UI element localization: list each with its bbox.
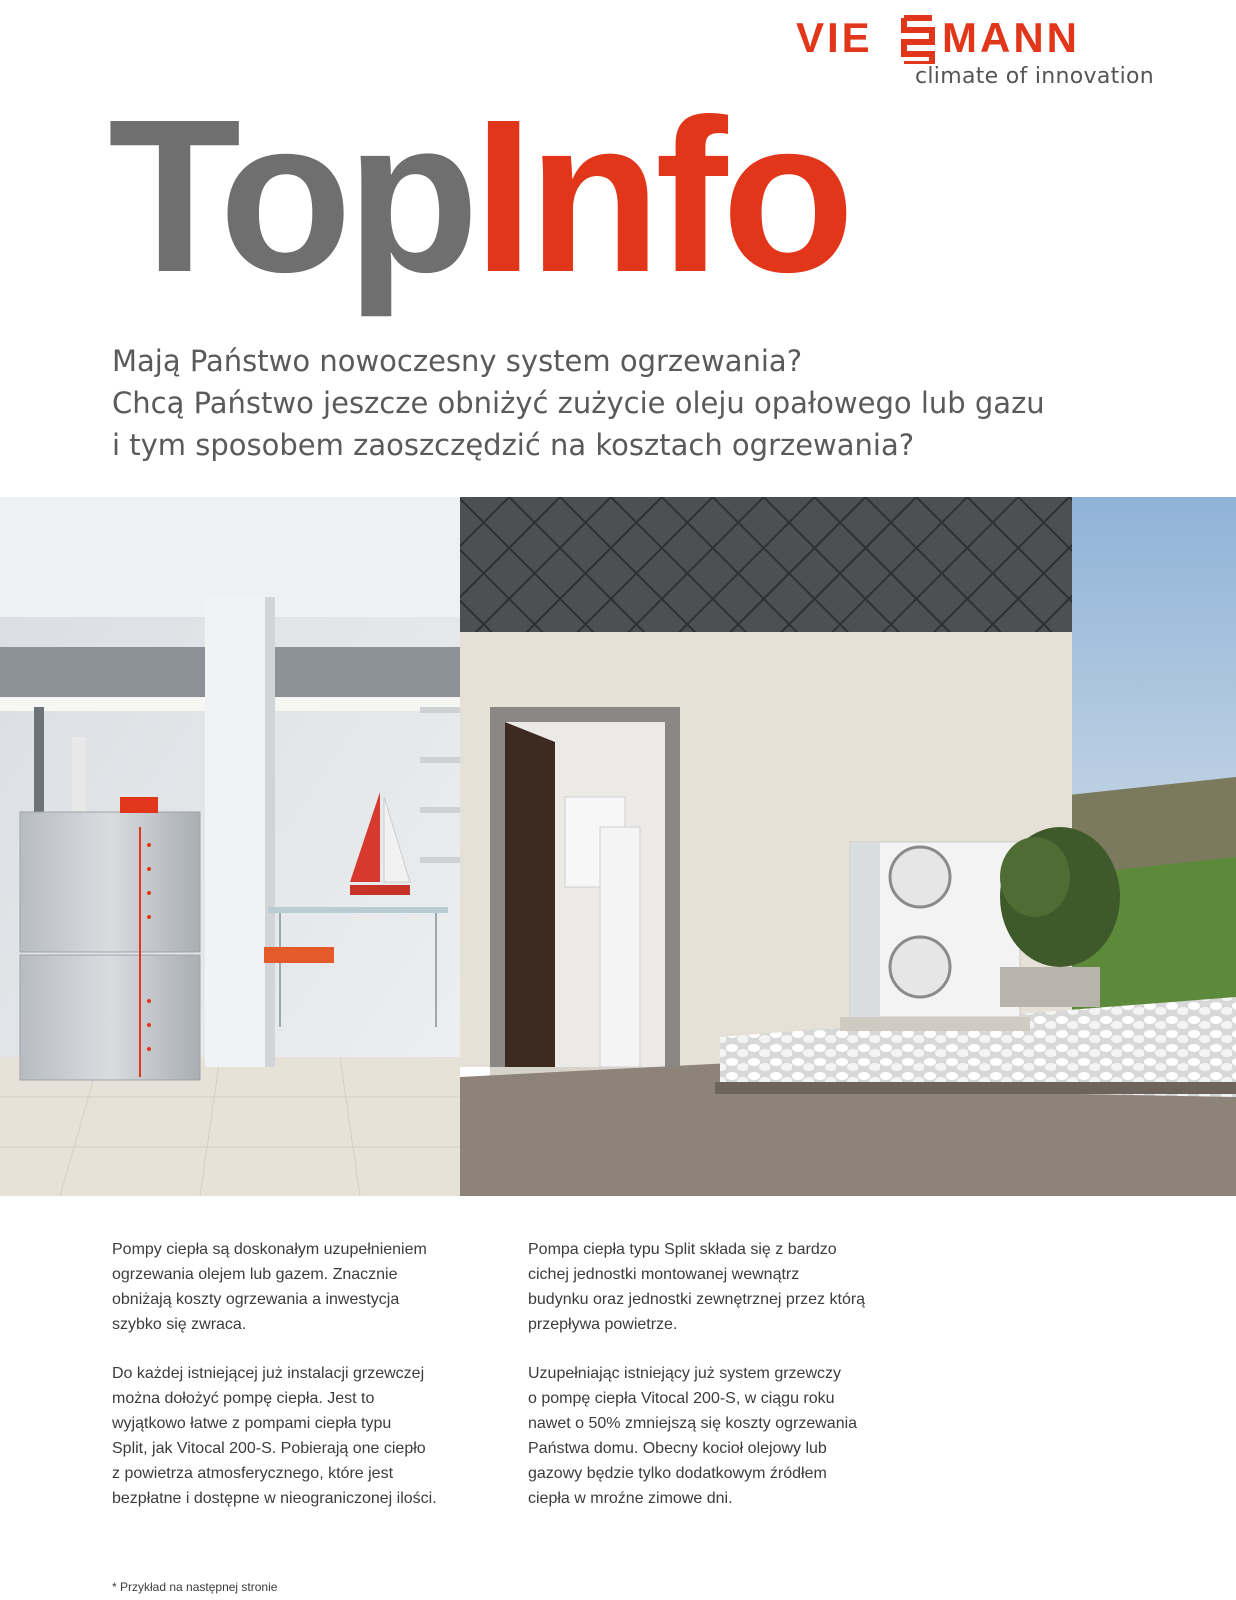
- text-line: budynku oraz jednostki zewnętrznej przez którą: [528, 1291, 866, 1308]
- paragraph: [528, 1237, 888, 1337]
- paragraph: [112, 1237, 472, 1337]
- viessmann-wordmark: [796, 12, 1156, 64]
- text-line: Uzupełniając istniejący już system grzewczy: [528, 1365, 841, 1382]
- body-column-right: [528, 1237, 888, 1535]
- logo-ss-mark: [904, 18, 932, 64]
- footnote: * Przykład na następnej stronie: [112, 1580, 278, 1594]
- text-line: przepływa powietrze.: [528, 1316, 678, 1333]
- page-title: [108, 75, 849, 318]
- headline-line: i tym sposobem zaoszczędzić na kosztach ogrzewania?: [112, 428, 915, 462]
- text-line: gazowy będzie tylko dodatkowym źródłem: [528, 1465, 827, 1482]
- text-line: o pompę ciepła Vitocal 200-S, w ciągu roku: [528, 1390, 835, 1407]
- text-line: Pompa ciepła typu Split składa się z bardzo: [528, 1241, 837, 1258]
- viessmann-logo: [796, 12, 1156, 92]
- text-line: bezpłatne i dostępne w nieograniczonej ilości.: [112, 1490, 437, 1507]
- headline-line: Mają Państwo nowoczesny system ogrzewania?: [112, 344, 803, 378]
- text-line: szybko się zwraca.: [112, 1316, 247, 1333]
- text-line: cichej jednostki montowanej wewnątrz: [528, 1266, 800, 1283]
- text-line: ciepła w mroźne zimowe dni.: [528, 1490, 733, 1507]
- logo-text-part-1: VIE: [796, 14, 873, 61]
- text-line: obniżają koszty ogrzewania a inwestycja: [112, 1291, 400, 1308]
- body-column-left: [112, 1237, 472, 1535]
- headline-line: Chcą Państwo jeszcze obniżyć zużycie oleju opałowego lub gazu: [112, 386, 1045, 420]
- text-line: Pompy ciepła są doskonałym uzupełnieniem: [112, 1241, 427, 1258]
- text-line: Do każdej istniejącej już instalacji grzewczej: [112, 1365, 425, 1382]
- logo-tagline: climate of innovation: [915, 64, 1154, 89]
- paragraph: [112, 1361, 472, 1511]
- title-info: Info: [473, 75, 849, 318]
- logo-text-part-2: MANN: [942, 14, 1080, 61]
- text-line: z powietrza atmosferycznego, które jest: [112, 1465, 394, 1482]
- paragraph: [528, 1361, 888, 1511]
- headline: [112, 340, 1172, 466]
- boiler-room-photo: [0, 497, 460, 1196]
- hero-image: [0, 497, 1236, 1196]
- text-line: można dołożyć pompę ciepła. Jest to: [112, 1390, 375, 1407]
- text-line: Split, jak Vitocal 200-S. Pobierają one ciepło: [112, 1440, 426, 1457]
- text-line: Państwa domu. Obecny kocioł olejowy lub: [528, 1440, 827, 1457]
- text-line: ogrzewania olejem lub gazem. Znacznie: [112, 1266, 398, 1283]
- text-line: wyjątkowo łatwe z pompami ciepła typu: [112, 1415, 392, 1432]
- title-top: Top: [108, 75, 474, 318]
- text-line: nawet o 50% zmniejszą się koszty ogrzewania: [528, 1415, 858, 1432]
- house-with-heat-pump-photo: [460, 497, 1236, 1196]
